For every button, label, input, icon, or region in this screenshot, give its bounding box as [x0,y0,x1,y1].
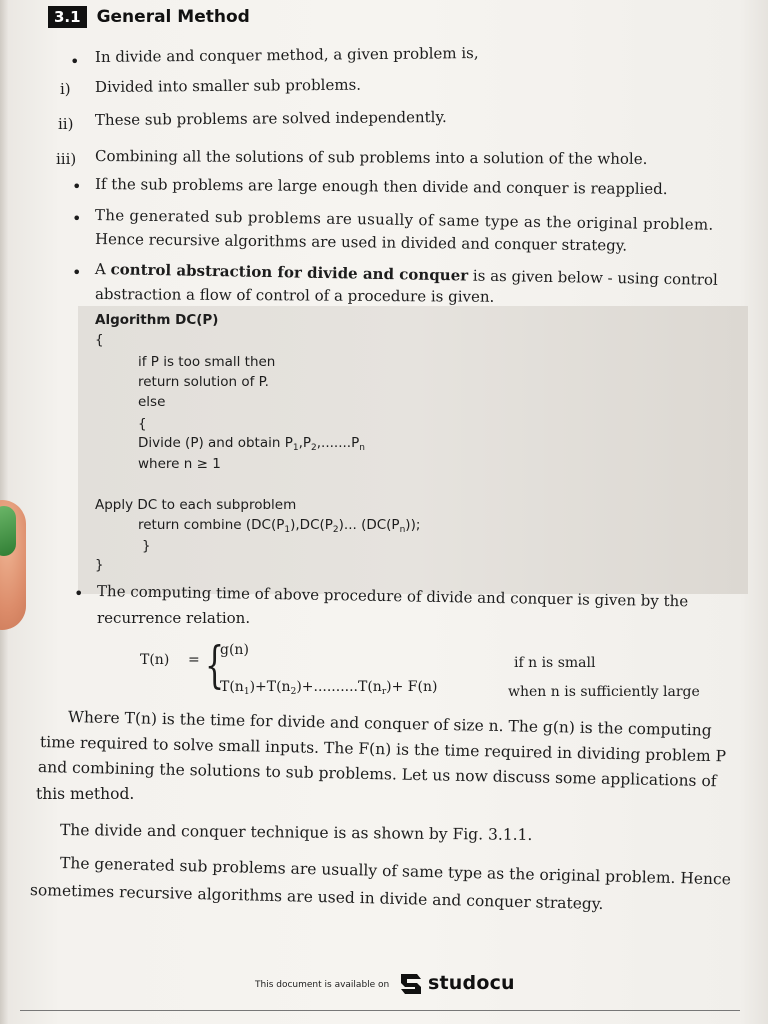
algo-subscript: 2 [332,525,339,535]
bullet-control-bold: control abstraction for divide and conquer [110,260,469,285]
algo-subscript: 1 [284,525,291,535]
algorithm-return-line: return solution of P. [138,374,269,390]
algorithm-apply-line: Apply DC to each subproblem [95,497,297,513]
studocu-s-icon[interactable] [395,970,425,1000]
algorithm-title: Algorithm DC(P) [95,312,219,328]
list-intro: In divide and conquer method, a given problem is, [94,43,479,66]
formula-text: )+ F(n) [386,679,438,695]
recurrence-bullet-line2: recurrence relation. [97,609,251,627]
algorithm-where-line: where n ≥ 1 [138,456,221,472]
step-text: Combining all the solutions of sub problems into a solution of the whole. [94,147,648,168]
algorithm-divide-line [138,435,365,457]
footer-rule [20,1010,740,1011]
recurrence-equals: = [188,652,200,668]
thumb-nail [0,506,16,556]
studocu-brand[interactable]: studocu [428,972,515,994]
recurrence-case2-cond: when n is sufficiently large [508,684,700,700]
bullet-dot: • [72,263,82,282]
recurrence-bullet-line1: The computing time of above procedure of divide and conquer is given by the [96,582,689,611]
algorithm-if-line: if P is too small then [138,354,276,370]
bullet-dot: • [72,209,82,228]
formula-text: )+..........T(n [296,679,382,695]
algorithm-combine-line [138,517,420,539]
bullet-dot: • [72,177,82,196]
algorithm-inner-close: } [142,538,151,554]
algo-subscript: n [359,443,365,453]
section-title: General Method [96,7,250,27]
algo-subscript: 2 [311,443,317,453]
bullet-dot: • [70,52,80,71]
step-text: These sub problems are solved independently. [94,107,447,129]
algo-subscript: n [399,525,406,535]
recurrence-case1-cond: if n is small [514,655,596,671]
section-header [48,6,250,28]
paragraph-where-line3: and combining the solutions to sub problems. Let us now discuss some applications of [37,758,717,791]
paragraph-generated-line2: sometimes recursive algorithms are used in divide and conquer strategy. [29,881,604,914]
step-text: Divided into smaller sub problems. [94,75,362,96]
paragraph-where-line1: Where T(n) is the time for divide and conquer of size n. The g(n) is the computing [67,708,712,740]
step-number: iii) [56,150,77,168]
algo-text: Divide (P) and obtain P [138,435,293,451]
formula-text: )+T(n [249,679,291,695]
recurrence-case1-expr: g(n) [220,642,249,658]
algorithm-inner-open: { [138,416,147,432]
paragraph-generated-line1: The generated sub problems are usually of same type as the original problem. Hence [59,854,732,889]
paragraph-technique: The divide and conquer technique is as shown by Fig. 3.1.1. [59,821,533,844]
bullet-control-line2: abstraction a flow of control of a procedure is given. [94,285,495,306]
formula-subscript: 2 [290,687,297,697]
algo-text: ,.......P [316,435,360,451]
algorithm-close-brace: } [95,557,104,573]
algorithm-open-brace: { [95,332,104,348]
formula-subscript: r [381,687,387,697]
bullet-generated-line2: Hence recursive algorithms are used in divided and conquer strategy. [94,230,628,255]
paragraph-where-line2: time required to solve small inputs. The F(n) is the time required in dividing problem P [39,733,727,766]
algorithm-else-line: else [138,394,166,410]
algo-text: ),DC(P [290,517,333,533]
bullet-reapplied: If the sub problems are large enough then divide and conquer is reapplied. [94,175,668,198]
recurrence-lhs: T(n) [140,652,170,668]
bullet-control-text: is as given below - using control [467,266,718,289]
bullet-dot: • [74,584,84,603]
algo-text: return combine (DC(P [138,517,285,533]
step-number: i) [60,80,71,98]
algo-subscript: 1 [292,443,299,453]
step-number: ii) [58,115,74,133]
recurrence-brace: { [205,636,225,694]
algo-text: ,P [298,435,312,451]
section-number: 3.1 [48,6,87,28]
formula-text: T(n [220,679,244,695]
algo-text: )... (DC(P [338,517,400,533]
recurrence-case2-expr [220,679,437,697]
bullet-generated-line1: The generated sub problems are usually of same type as the original problem. [94,206,714,234]
paragraph-where-line4: this method. [36,785,135,803]
formula-subscript: 1 [243,687,250,697]
bullet-control-text: A [94,260,111,279]
footer-availability: This document is available on [255,980,390,990]
algo-text: )); [405,517,421,533]
